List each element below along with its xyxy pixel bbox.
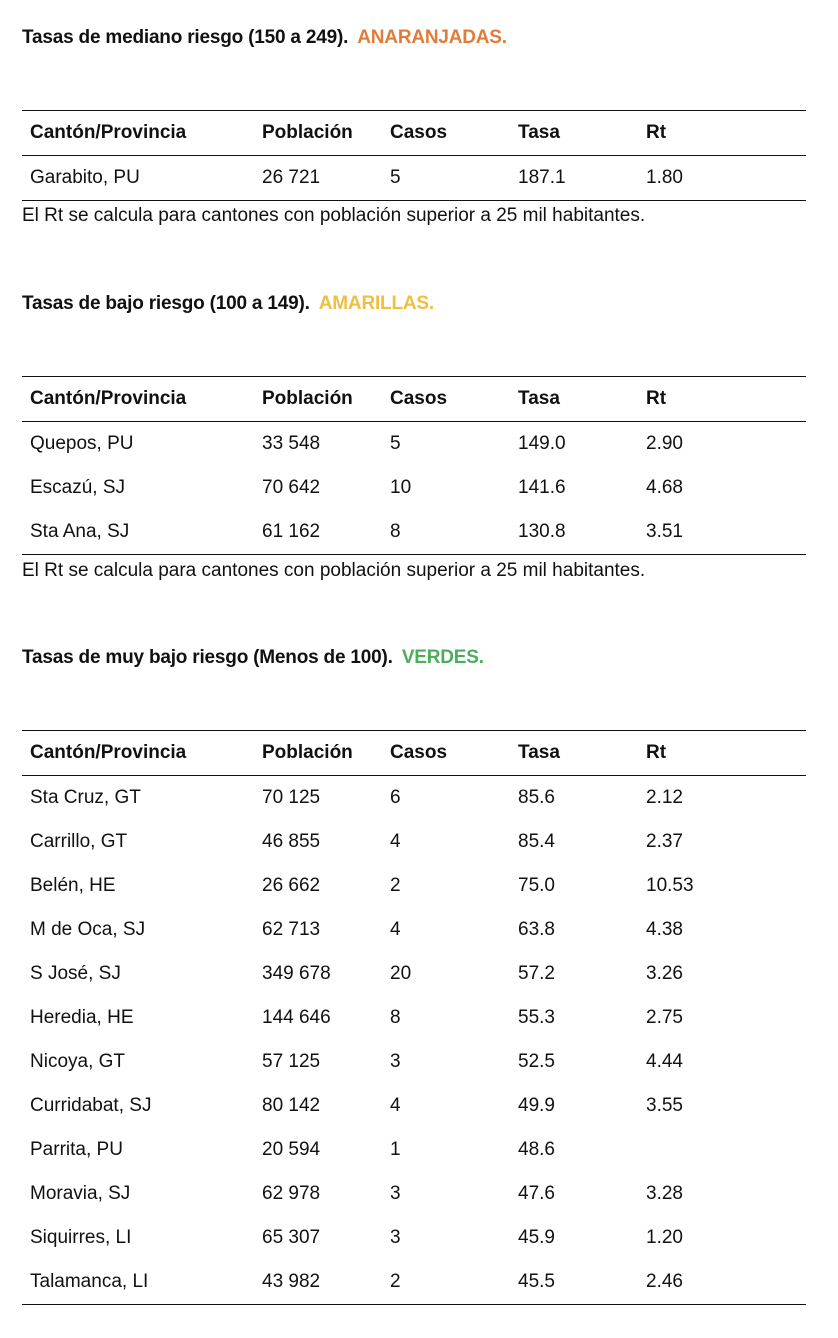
cell-population: 43 982 bbox=[254, 1260, 382, 1305]
cell-population: 144 646 bbox=[262, 1007, 331, 1028]
cell-population: 349 678 bbox=[262, 963, 331, 984]
table-header-row bbox=[22, 731, 806, 776]
cell-canton: S José, SJ bbox=[30, 963, 121, 984]
cell-population: 62 978 bbox=[262, 1183, 321, 1204]
column-header-rate: Tasa bbox=[510, 377, 638, 422]
cell-cases: 4 bbox=[390, 831, 401, 852]
section-heading-medium-risk bbox=[22, 27, 507, 49]
cell-rt: 4.68 bbox=[646, 477, 683, 498]
table-row bbox=[22, 1172, 806, 1216]
cell-cases: 4 bbox=[390, 1095, 401, 1116]
cell-cases: 3 bbox=[390, 1227, 401, 1248]
footnote-rt: El Rt se calcula para cantones con población superior a 25 mil habitantes. bbox=[22, 560, 646, 581]
cell-rt: 1.20 bbox=[646, 1227, 683, 1248]
cell-canton: Moravia, SJ bbox=[30, 1183, 131, 1204]
table-header-row bbox=[22, 377, 806, 422]
cell-cases: 10 bbox=[390, 477, 412, 498]
cell-rt bbox=[638, 1128, 806, 1172]
cell-cases: 1 bbox=[390, 1139, 401, 1160]
cell-rate: 52.5 bbox=[518, 1051, 555, 1072]
cell-rate: 47.6 bbox=[518, 1183, 555, 1204]
cell-rate: 85.6 bbox=[518, 787, 555, 808]
cell-rt: 10.53 bbox=[646, 875, 694, 896]
cell-cases: 8 bbox=[390, 1007, 401, 1028]
cell-canton: Heredia, HE bbox=[30, 1007, 134, 1028]
table-row bbox=[22, 776, 806, 821]
table-row bbox=[22, 820, 806, 864]
table-row bbox=[22, 1040, 806, 1084]
cell-rt: 2.12 bbox=[646, 787, 683, 808]
cell-rt: 2.46 bbox=[638, 1260, 806, 1305]
cell-canton: Siquirres, LI bbox=[30, 1227, 132, 1248]
table-row bbox=[22, 1128, 806, 1172]
cell-population: 20 594 bbox=[262, 1139, 321, 1160]
table-row bbox=[22, 996, 806, 1040]
cell-population: 70 125 bbox=[262, 787, 321, 808]
cell-canton: Sta Ana, SJ bbox=[22, 510, 254, 555]
table-row bbox=[22, 156, 806, 201]
cell-rt: 3.28 bbox=[646, 1183, 683, 1204]
cell-canton: Talamanca, LI bbox=[22, 1260, 254, 1305]
cell-rate: 130.8 bbox=[510, 510, 638, 555]
risk-label-yellow: AMARILLAS. bbox=[318, 293, 434, 314]
table-row bbox=[22, 510, 806, 555]
column-header-rate: Tasa bbox=[510, 731, 638, 776]
risk-label-orange: ANARANJADAS. bbox=[357, 27, 507, 48]
cell-population: 26 662 bbox=[262, 875, 321, 896]
cell-rate: 55.3 bbox=[518, 1007, 555, 1028]
column-header-cases: Casos bbox=[382, 111, 510, 156]
column-header-population: Población bbox=[254, 731, 382, 776]
cell-canton: Parrita, PU bbox=[30, 1139, 123, 1160]
cell-rt: 3.26 bbox=[646, 963, 683, 984]
cell-rate: 187.1 bbox=[510, 156, 638, 201]
column-header-canton: Cantón/Provincia bbox=[22, 111, 254, 156]
column-header-rate: Tasa bbox=[510, 111, 638, 156]
cell-population: 65 307 bbox=[262, 1227, 321, 1248]
table-low-risk bbox=[22, 376, 806, 555]
cell-rate: 48.6 bbox=[518, 1139, 555, 1160]
cell-population: 70 642 bbox=[262, 477, 321, 498]
table-header-row bbox=[22, 111, 806, 156]
table-row bbox=[22, 864, 806, 908]
cell-cases: 8 bbox=[382, 510, 510, 555]
section-title: Tasas de bajo riesgo (100 a 149). bbox=[22, 293, 310, 314]
cell-population: 57 125 bbox=[262, 1051, 321, 1072]
cell-cases: 4 bbox=[390, 919, 401, 940]
cell-cases: 3 bbox=[390, 1051, 401, 1072]
cell-rt: 1.80 bbox=[638, 156, 806, 201]
cell-rate: 85.4 bbox=[518, 831, 555, 852]
cell-rate: 45.5 bbox=[510, 1260, 638, 1305]
cell-rate: 63.8 bbox=[518, 919, 555, 940]
cell-rt: 4.44 bbox=[646, 1051, 683, 1072]
column-header-rt: Rt bbox=[638, 111, 806, 156]
cell-rt: 2.75 bbox=[646, 1007, 683, 1028]
cell-rate: 75.0 bbox=[518, 875, 555, 896]
cell-rt: 4.38 bbox=[646, 919, 683, 940]
section-heading-very-low-risk bbox=[22, 647, 484, 669]
cell-rate: 149.0 bbox=[518, 433, 566, 454]
cell-canton: Sta Cruz, GT bbox=[30, 787, 141, 808]
column-header-canton: Cantón/Provincia bbox=[22, 377, 254, 422]
cell-canton: Belén, HE bbox=[30, 875, 116, 896]
cell-population: 46 855 bbox=[262, 831, 321, 852]
table-medium-risk bbox=[22, 110, 806, 201]
cell-cases: 20 bbox=[390, 963, 412, 984]
cell-canton: Nicoya, GT bbox=[30, 1051, 126, 1072]
section-title: Tasas de mediano riesgo (150 a 249). bbox=[22, 27, 349, 48]
cell-rate: 141.6 bbox=[518, 477, 566, 498]
cell-canton: Garabito, PU bbox=[22, 156, 254, 201]
cell-cases: 2 bbox=[390, 875, 401, 896]
table-row bbox=[22, 908, 806, 952]
table-row bbox=[22, 466, 806, 510]
cell-canton: Quepos, PU bbox=[30, 433, 134, 454]
table-row bbox=[22, 1216, 806, 1260]
cell-cases: 3 bbox=[390, 1183, 401, 1204]
column-header-population: Población bbox=[254, 377, 382, 422]
cell-rate: 49.9 bbox=[518, 1095, 555, 1116]
cell-rt: 3.55 bbox=[646, 1095, 683, 1116]
cell-canton: Escazú, SJ bbox=[30, 477, 126, 498]
cell-population: 26 721 bbox=[254, 156, 382, 201]
cell-cases: 5 bbox=[382, 156, 510, 201]
column-header-cases: Casos bbox=[382, 377, 510, 422]
section-title: Tasas de muy bajo riesgo (Menos de 100). bbox=[22, 647, 393, 668]
column-header-rt: Rt bbox=[638, 377, 806, 422]
cell-rate: 45.9 bbox=[518, 1227, 555, 1248]
cell-canton: Carrillo, GT bbox=[30, 831, 128, 852]
section-heading-low-risk bbox=[22, 293, 434, 315]
table-very-low-risk bbox=[22, 730, 806, 1305]
column-header-canton: Cantón/Provincia bbox=[22, 731, 254, 776]
column-header-cases: Casos bbox=[382, 731, 510, 776]
cell-population: 61 162 bbox=[254, 510, 382, 555]
cell-rt: 2.37 bbox=[646, 831, 683, 852]
table-row bbox=[22, 1260, 806, 1305]
column-header-population: Población bbox=[254, 111, 382, 156]
column-header-rt: Rt bbox=[638, 731, 806, 776]
table-row bbox=[22, 422, 806, 467]
risk-label-green: VERDES. bbox=[401, 647, 484, 668]
cell-rate: 57.2 bbox=[518, 963, 555, 984]
cell-rt: 3.51 bbox=[638, 510, 806, 555]
cell-cases: 2 bbox=[382, 1260, 510, 1305]
cell-population: 80 142 bbox=[262, 1095, 321, 1116]
table-row bbox=[22, 1084, 806, 1128]
table-row bbox=[22, 952, 806, 996]
cell-population: 33 548 bbox=[262, 433, 321, 454]
cell-rt: 2.90 bbox=[646, 433, 683, 454]
footnote-rt: El Rt se calcula para cantones con población superior a 25 mil habitantes. bbox=[22, 205, 646, 226]
cell-cases: 6 bbox=[390, 787, 401, 808]
cell-population: 62 713 bbox=[262, 919, 321, 940]
cell-canton: Curridabat, SJ bbox=[30, 1095, 152, 1116]
cell-cases: 5 bbox=[390, 433, 401, 454]
cell-canton: M de Oca, SJ bbox=[30, 919, 146, 940]
